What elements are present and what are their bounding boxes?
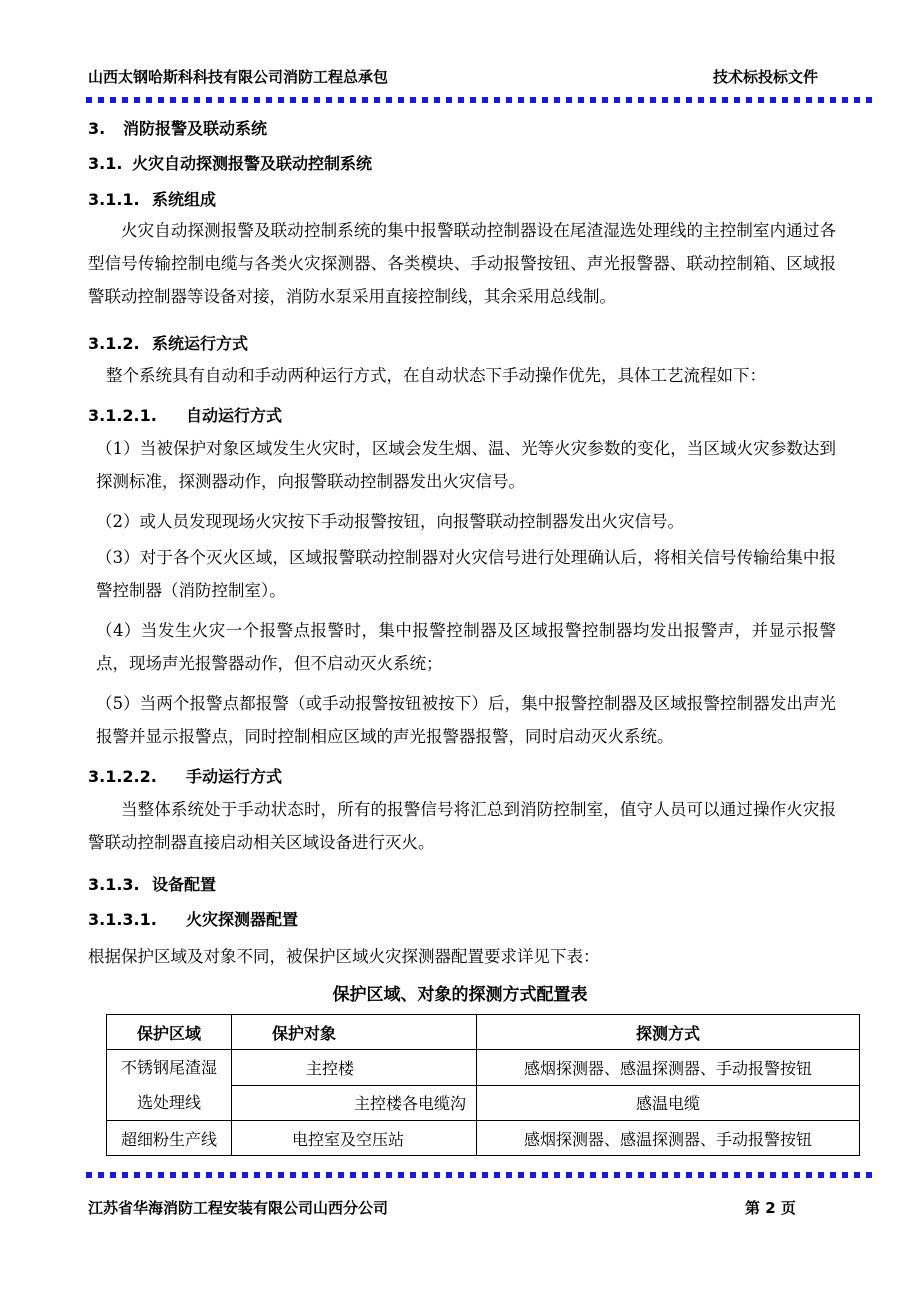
footer-dotted-rule	[86, 1172, 872, 1178]
paragraph-auto-2: （2）或人员发现现场火灾按下手动报警按钮，向报警联动控制器发出火灾信号。	[96, 512, 684, 531]
heading-number: 3.1.	[88, 154, 123, 173]
heading-3-1-2-2	[88, 764, 282, 787]
heading-title: 手动运行方式	[186, 767, 283, 786]
table-cell-object: 主控楼	[232, 1050, 477, 1086]
heading-title: 火灾探测器配置	[186, 910, 299, 929]
paragraph-auto-1: （1）当被保护对象区域发生火灾时，区域会发生烟、温、光等火灾参数的变化，当区域火灾参数达到探测标准，探测器动作，向报警联动控制器发出火灾信号。	[96, 439, 836, 491]
heading-number: 3.1.2.2.	[88, 767, 157, 786]
heading-number: 3.1.3.1.	[88, 910, 157, 929]
heading-3	[88, 116, 267, 139]
table-header-row	[107, 1015, 860, 1050]
area-line: 不锈钢尾渣湿	[120, 1058, 217, 1077]
paragraph-auto-5: （5）当两个报警点都报警（或手动报警按钮被按下）后，集中报警控制器及区域报警控制器发出声光报警并显示报警点，同时控制相应区域的声光报警器报警，同时启动灭火系统。	[96, 694, 836, 746]
paragraph-auto-4: （4）当发生火灾一个报警点报警时，集中报警控制器及区域报警控制器均发出报警声，并显示报警点，现场声光报警器动作，但不启动灭火系统；	[96, 621, 836, 673]
heading-title: 系统运行方式	[152, 334, 249, 353]
heading-3-1-1	[88, 187, 216, 210]
heading-number: 3.1.3.	[88, 875, 140, 894]
table-cell-method: 感温电缆	[477, 1085, 860, 1121]
heading-3-1-2-1	[88, 403, 282, 426]
paragraph-manual: 当整体系统处于手动状态时，所有的报警信号将汇总到消防控制室，值守人员可以通过操作火灾报警联动控制器直接启动相关区域设备进行灭火。	[88, 800, 836, 852]
heading-title: 消防报警及联动系统	[123, 119, 268, 138]
page-number: 第 2 页	[745, 1199, 796, 1217]
table-caption: 保护区域、对象的探测方式配置表	[332, 985, 588, 1005]
table-row	[107, 1121, 860, 1156]
heading-title: 自动运行方式	[186, 406, 283, 425]
column-header: 保护对象	[232, 1015, 477, 1050]
heading-title: 系统组成	[152, 190, 217, 209]
table-cell-method: 感烟探测器、感温探测器、手动报警按钮	[477, 1050, 860, 1086]
heading-title: 设备配置	[152, 875, 217, 894]
area-line: 选处理线	[136, 1093, 201, 1112]
column-header: 探测方式	[477, 1015, 860, 1050]
table-cell-area: 超细粉生产线	[107, 1121, 232, 1156]
heading-3-1	[88, 151, 372, 174]
heading-3-1-3	[88, 872, 216, 895]
table-cell-object: 主控楼各电缆沟	[232, 1085, 477, 1121]
table-cell-object: 电控室及空压站	[232, 1121, 477, 1156]
footer-company: 江苏省华海消防工程安装有限公司山西分公司	[88, 1199, 389, 1217]
heading-title: 火灾自动探测报警及联动控制系统	[132, 154, 373, 173]
header-company: 山西太钢哈斯科科技有限公司消防工程总承包	[88, 68, 389, 86]
heading-number: 3.1.2.	[88, 334, 140, 353]
header-doc-type: 技术标投标文件	[713, 68, 819, 86]
heading-number: 3.	[88, 119, 106, 138]
table-cell-area	[107, 1050, 232, 1121]
header-dotted-rule	[86, 97, 872, 103]
paragraph-auto-3: （3）对于各个灭火区域，区域报警联动控制器对火灾信号进行处理确认后，将相关信号传输给集中报警控制器（消防控制室）。	[96, 548, 836, 600]
paragraph-system-composition: 火灾自动探测报警及联动控制系统的集中报警联动控制器设在尾渣湿选处理线的主控制室内通过各型信号传输控制电缆与各类火灾探测器、各类模块、手动报警按钮、声光报警器、联动控制箱、区域报警联动控制器等设备对接，消防水泵采用直接控制线，其余采用总线制。	[88, 221, 836, 306]
paragraph-operation-intro: 整个系统具有自动和手动两种运行方式，在自动状态下手动操作优先，具体工艺流程如下：	[106, 366, 766, 385]
column-header: 保护区域	[107, 1015, 232, 1050]
heading-3-1-2	[88, 331, 248, 354]
paragraph-detector-intro: 根据保护区域及对象不同，被保护区域火灾探测器配置要求详见下表：	[88, 947, 600, 966]
heading-3-1-3-1	[88, 907, 298, 930]
heading-number: 3.1.2.1.	[88, 406, 157, 425]
heading-number: 3.1.1.	[88, 190, 140, 209]
table-cell-method: 感烟探测器、感温探测器、手动报警按钮	[477, 1121, 860, 1156]
table-row	[107, 1050, 860, 1086]
detector-config-table	[106, 1014, 860, 1156]
